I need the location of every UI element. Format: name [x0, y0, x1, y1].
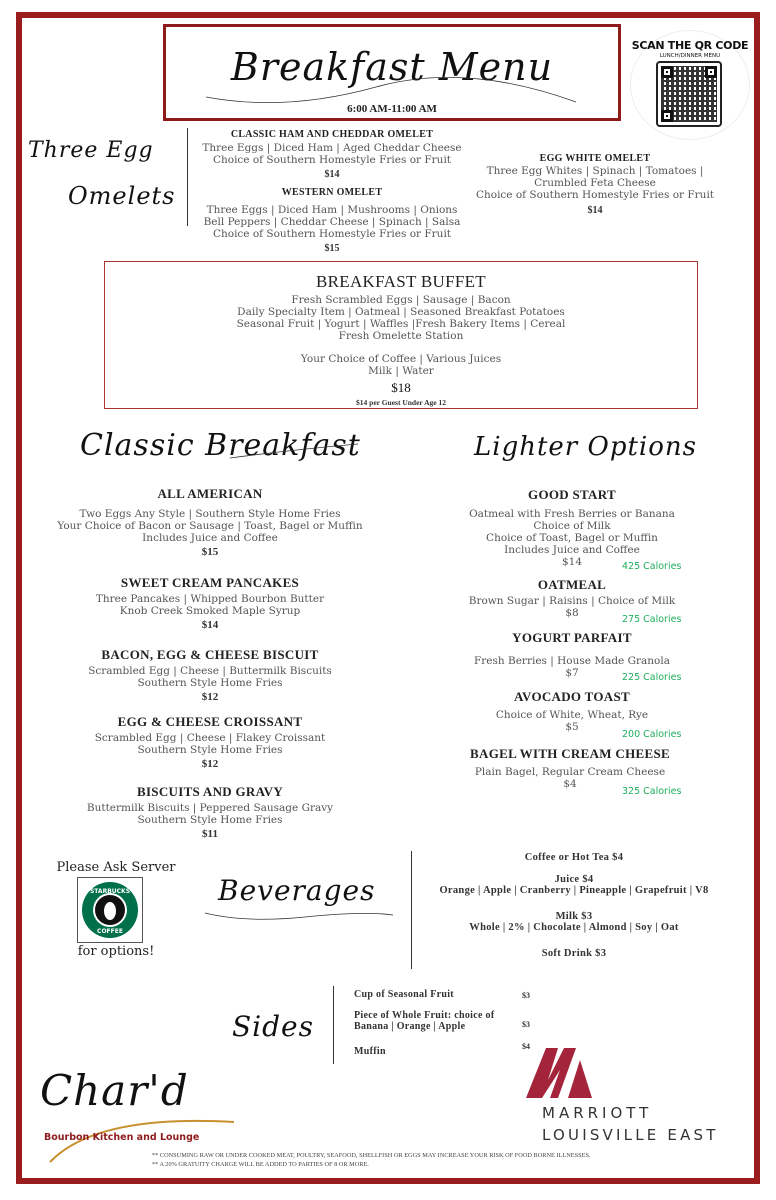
- item-name: SWEET CREAM PANCAKES: [120, 575, 300, 590]
- classic-item-biscuits-gravy: [40, 784, 380, 840]
- svg-text:COFFEE: COFFEE: [97, 928, 123, 935]
- side-muffin-price: $4: [522, 1042, 530, 1051]
- item-desc: Choice of Milk: [533, 520, 611, 532]
- omelet-item-egg-white: [462, 152, 728, 216]
- classic-item-pancakes: [40, 575, 380, 631]
- buffet-line: Seasonal Fruit | Yogurt | Waffles |Fresh Bakery Items | Cereal: [236, 318, 566, 330]
- item-desc: Three Eggs | Diced Ham | Mushrooms | Onions: [206, 204, 458, 216]
- marriott-location: LOUISVILLE EAST: [542, 1126, 719, 1144]
- item-desc: Two Eggs Any Style | Southern Style Home Fries: [79, 508, 341, 520]
- menu-hours: 6:00 AM-11:00 AM: [347, 103, 437, 115]
- item-name: OATMEAL: [537, 577, 607, 592]
- buffet-drinks: Milk | Water: [368, 365, 434, 377]
- item-desc: Choice of White, Wheat, Rye: [495, 709, 649, 721]
- qr-code-panel[interactable]: [630, 30, 750, 140]
- beverage-juice: [416, 874, 732, 896]
- item-desc: Crumbled Feta Cheese: [534, 177, 656, 189]
- omelets-divider: [187, 128, 188, 226]
- beverage-soft-drink: [416, 948, 732, 959]
- charrd-tagline: Bourbon Kitchen and Lounge: [44, 1132, 200, 1143]
- marriott-logo: [524, 1040, 754, 1150]
- lighter-options-heading: Lighter Options: [474, 432, 697, 462]
- item-desc: Scrambled Egg | Cheese | Buttermilk Biscuits: [88, 665, 332, 677]
- side-fruit-cup-price: $3: [522, 991, 530, 1000]
- item-price: $12: [201, 758, 219, 770]
- beverages-heading: Beverages: [218, 874, 376, 907]
- qr-code-icon[interactable]: [656, 61, 722, 127]
- item-price: $11: [202, 828, 218, 840]
- item-desc: Plain Bagel, Regular Cream Cheese: [474, 766, 666, 778]
- beverage-coffee-tea: [416, 852, 732, 863]
- item-desc: Choice of Southern Homestyle Fries or Fruit: [212, 154, 452, 166]
- item-desc: Includes Juice and Coffee: [504, 544, 640, 556]
- beverage-options: Orange | Apple | Cranberry | Pineapple | Grapefruit | V8: [439, 885, 709, 896]
- item-desc: Three Eggs | Diced Ham | Aged Cheddar Cheese: [202, 142, 462, 154]
- title-box: [163, 24, 621, 121]
- item-name: WESTERN OMELET: [281, 187, 383, 198]
- item-desc: Fresh Berries | House Made Granola: [474, 655, 670, 667]
- calories-oatmeal: 275 Calories: [622, 614, 682, 625]
- starbucks-logo-icon: [78, 878, 142, 942]
- item-price: $8: [565, 607, 579, 619]
- classic-item-all-american: [40, 486, 380, 558]
- footer-note-gratuity: ** A 20% GRATUITY CHARGE WILL BE ADDED TO PARTIES OF 8 OR MORE.: [152, 1161, 369, 1168]
- classic-breakfast-heading: Classic Breakfast: [80, 428, 361, 463]
- item-desc: Buttermilk Biscuits | Peppered Sausage Gravy: [86, 802, 334, 814]
- item-name: GOOD START: [528, 487, 616, 502]
- item-desc: Brown Sugar | Raisins | Choice of Milk: [468, 595, 676, 607]
- item-desc: Includes Juice and Coffee: [142, 532, 278, 544]
- item-name: ALL AMERICAN: [157, 486, 263, 501]
- breakfast-buffet-box: [104, 261, 698, 409]
- sides-divider: [333, 986, 334, 1064]
- item-desc: Southern Style Home Fries: [137, 744, 283, 756]
- item-name: EGG & CHEESE CROISSANT: [117, 714, 303, 729]
- side-whole-fruit: [354, 1010, 494, 1032]
- item-name: BISCUITS AND GRAVY: [136, 784, 284, 799]
- beverage-title: Coffee or Hot Tea $4: [524, 852, 624, 863]
- buffet-line: Fresh Omelette Station: [338, 330, 464, 342]
- beverage-title: Soft Drink $3: [541, 948, 607, 959]
- item-name: CLASSIC HAM AND CHEDDAR OMELET: [230, 129, 434, 140]
- item-price: $15: [201, 546, 219, 558]
- qr-title: SCAN THE QR CODE: [631, 39, 749, 52]
- lighter-item-good-start: [456, 487, 688, 568]
- item-desc: Choice of Southern Homestyle Fries or Fruit: [212, 228, 452, 240]
- item-price: $7: [565, 667, 579, 679]
- qr-subtitle: LUNCH/DINNER MENU: [659, 53, 721, 59]
- side-fruit-cup: Cup of Seasonal Fruit: [354, 989, 454, 1000]
- title-flourish-icon: [206, 67, 586, 107]
- classic-flourish-icon: [230, 440, 360, 460]
- side-whole-fruit-line2: Banana | Orange | Apple: [354, 1021, 466, 1032]
- item-name: BACON, EGG & CHEESE BISCUIT: [101, 647, 319, 662]
- marriott-name: MARRIOTT: [542, 1104, 653, 1122]
- buffet-title: BREAKFAST BUFFET: [316, 272, 486, 291]
- starbucks-ask-server: Please Ask Server: [56, 860, 176, 875]
- item-price: $14: [201, 619, 219, 631]
- item-price: $12: [201, 691, 219, 703]
- svg-text:STARBUCKS: STARBUCKS: [89, 888, 131, 895]
- buffet-price: $18: [391, 380, 411, 395]
- buffet-child-price: $14 per Guest Under Age 12: [356, 398, 446, 407]
- item-desc: Scrambled Egg | Cheese | Flakey Croissant: [94, 732, 326, 744]
- beverages-flourish-icon: [205, 905, 395, 925]
- item-name: EGG WHITE OMELET: [539, 153, 651, 164]
- calories-good-start: 425 Calories: [622, 561, 682, 572]
- item-desc: Three Pancakes | Whipped Bourbon Butter: [95, 593, 325, 605]
- item-desc: Bell Peppers | Cheddar Cheese | Spinach | Salsa: [203, 216, 461, 228]
- classic-item-biscuit: [40, 647, 380, 703]
- buffet-line: Fresh Scrambled Eggs | Sausage | Bacon: [291, 294, 511, 306]
- calories-yogurt: 225 Calories: [622, 672, 682, 683]
- item-desc: Oatmeal with Fresh Berries or Banana: [469, 508, 675, 520]
- item-price: $5: [565, 721, 579, 733]
- item-desc: Your Choice of Bacon or Sausage | Toast, Bagel or Muffin: [57, 520, 363, 532]
- beverage-title: Milk $3: [555, 911, 593, 922]
- item-price: $14: [324, 169, 340, 180]
- item-price: $4: [563, 778, 577, 790]
- item-price: $14: [587, 205, 603, 216]
- item-desc: Knob Creek Smoked Maple Syrup: [119, 605, 301, 617]
- lighter-item-oatmeal: [456, 577, 688, 619]
- calories-bagel: 325 Calories: [622, 786, 682, 797]
- buffet-drinks: Your Choice of Coffee | Various Juices: [300, 353, 502, 365]
- item-price: $14: [561, 556, 583, 568]
- item-name: BAGEL WITH CREAM CHEESE: [470, 746, 670, 761]
- omelet-item-ham-cheddar: [196, 128, 468, 180]
- beverages-divider: [411, 851, 412, 969]
- lighter-item-bagel: [450, 746, 690, 790]
- starbucks-logo: [77, 877, 143, 943]
- item-desc: Southern Style Home Fries: [137, 814, 283, 826]
- omelets-heading-line1: Three Egg: [28, 138, 154, 163]
- charrd-logo: [36, 1064, 236, 1148]
- omelets-heading-line2: Omelets: [68, 182, 176, 210]
- omelet-item-western: [196, 186, 468, 254]
- menu-title: Breakfast Menu: [230, 45, 554, 89]
- lighter-item-avocado: [456, 689, 688, 733]
- item-name: AVOCADO TOAST: [514, 689, 630, 704]
- calories-avocado: 200 Calories: [622, 729, 682, 740]
- item-desc: Choice of Southern Homestyle Fries or Fruit: [475, 189, 715, 201]
- side-whole-fruit-price: $3: [522, 1020, 530, 1029]
- side-muffin: Muffin: [354, 1046, 386, 1057]
- item-desc: Southern Style Home Fries: [137, 677, 283, 689]
- buffet-line: Daily Specialty Item | Oatmeal | Seasoned Breakfast Potatoes: [237, 306, 565, 318]
- classic-item-croissant: [40, 714, 380, 770]
- beverage-milk: [416, 911, 732, 933]
- item-name: YOGURT PARFAIT: [512, 630, 632, 645]
- side-whole-fruit-line1: Piece of Whole Fruit: choice of: [354, 1010, 495, 1021]
- starbucks-for-options: for options!: [77, 944, 155, 959]
- footer-note-raw-food: ** CONSUMING RAW OR UNDER COOKED MEAT, POULTRY, SEAFOOD, SHELLFISH OR EGGS MAY INCREASE YOUR RISK OF FOOD BORNE ILLNESSES.: [152, 1152, 591, 1159]
- beverage-title: Juice $4: [554, 874, 594, 885]
- item-price: $15: [324, 243, 340, 254]
- sides-heading: Sides: [232, 1010, 314, 1043]
- beverage-options: Whole | 2% | Chocolate | Almond | Soy | Oat: [469, 922, 679, 933]
- item-desc: Three Egg Whites | Spinach | Tomatoes |: [486, 165, 704, 177]
- charrd-name: Char'd: [40, 1066, 189, 1115]
- item-desc: Choice of Toast, Bagel or Muffin: [486, 532, 658, 544]
- marriott-m-icon: [524, 1040, 604, 1100]
